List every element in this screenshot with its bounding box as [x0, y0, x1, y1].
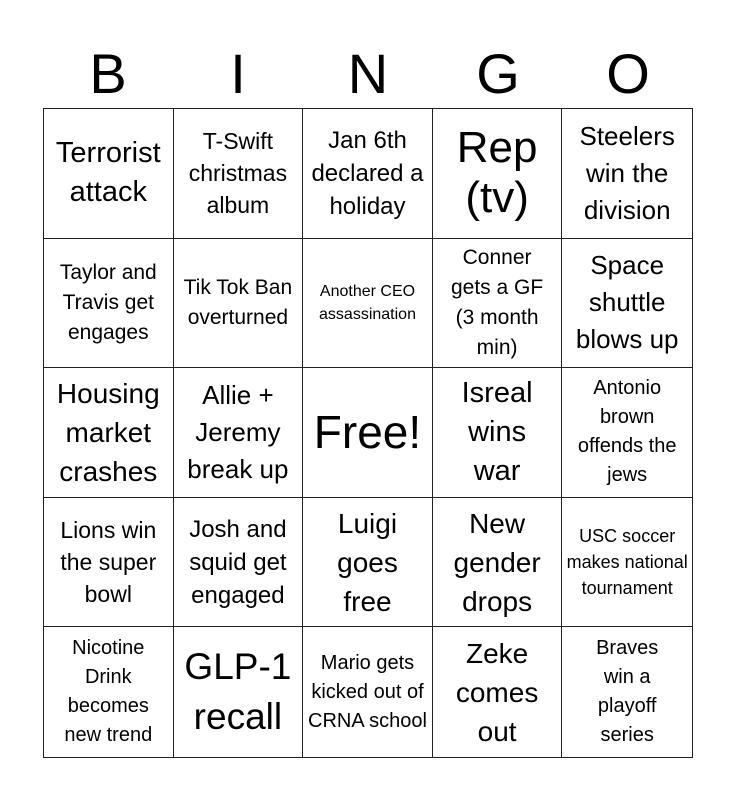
header-letter-b: B [89, 42, 127, 105]
bingo-cell-o1[interactable] [562, 109, 692, 239]
bingo-cell-b5[interactable] [44, 627, 174, 757]
cell-text: Tik Tok Ban overturned [183, 275, 293, 329]
cell-text: Josh and squid get engaged [189, 515, 287, 609]
bingo-cell-g5[interactable] [433, 627, 563, 757]
bingo-cell-g4[interactable] [433, 498, 563, 628]
bingo-cell-i5[interactable] [174, 627, 304, 757]
bingo-cell-o4[interactable] [562, 498, 692, 628]
bingo-cell-b2[interactable] [44, 239, 174, 369]
cell-text: GLP-1 recall [184, 646, 292, 738]
cell-text: T-Swift christmas album [188, 128, 288, 219]
bingo-cell-b4[interactable] [44, 498, 174, 628]
bingo-cell-n4[interactable] [303, 498, 433, 628]
bingo-cell-g2[interactable] [433, 239, 563, 369]
free-space: Free! [313, 406, 422, 459]
cell-text: Nicotine Drink becomes new trend [64, 637, 153, 747]
header-letter-i: I [230, 42, 246, 105]
cell-text: Terrorist attack [55, 137, 161, 209]
bingo-cell-b1[interactable] [44, 109, 174, 239]
cell-text: New gender drops [453, 507, 541, 617]
cell-text: Rep (tv) [456, 123, 538, 223]
header-letter-o: O [606, 42, 650, 105]
bingo-cell-i4[interactable] [174, 498, 304, 628]
bingo-cell-i2[interactable] [174, 239, 304, 369]
bingo-cell-o5[interactable] [562, 627, 692, 757]
bingo-cell-g3[interactable] [433, 368, 563, 498]
bingo-cell-i3[interactable] [174, 368, 304, 498]
bingo-cell-b3[interactable] [44, 368, 174, 498]
cell-text: USC soccer makes national tournament [566, 526, 688, 599]
cell-text: Conner gets a GF (3 month min) [450, 245, 544, 359]
bingo-cell-n3[interactable] [303, 368, 433, 498]
cell-text: Housing market crashes [56, 377, 160, 487]
cell-text: Isreal wins war [461, 376, 533, 487]
header-letter-g: G [476, 42, 520, 105]
cell-text: Another CEO assassination [319, 282, 416, 323]
bingo-cell-n5[interactable] [303, 627, 433, 757]
cell-text: Zeke comes out [455, 637, 539, 747]
cell-text: Steelers win the division [579, 120, 675, 225]
bingo-cell-g1[interactable] [433, 109, 563, 239]
bingo-cell-o3[interactable] [562, 368, 692, 498]
cell-text: Space shuttle blows up [575, 250, 679, 355]
bingo-cell-n2[interactable] [303, 239, 433, 369]
cell-text: Mario gets kicked out of CRNA school [308, 651, 427, 732]
bingo-board [43, 108, 693, 758]
cell-text: Luigi goes free [337, 507, 398, 617]
cell-text: Allie + Jeremy break up [187, 379, 289, 484]
cell-text: Jan 6th declared a holiday [311, 126, 424, 220]
bingo-cell-i1[interactable] [174, 109, 304, 239]
cell-text: Braves win a playoff series [596, 637, 659, 747]
header-letter-n: N [347, 42, 389, 105]
bingo-cell-o2[interactable] [562, 239, 692, 369]
bingo-header [43, 40, 693, 108]
cell-text: Lions win the super bowl [60, 517, 157, 608]
bingo-cell-n1[interactable] [303, 109, 433, 239]
cell-text: Antonio brown offends the jews [577, 377, 677, 487]
cell-text: Taylor and Travis get engages [59, 260, 157, 344]
